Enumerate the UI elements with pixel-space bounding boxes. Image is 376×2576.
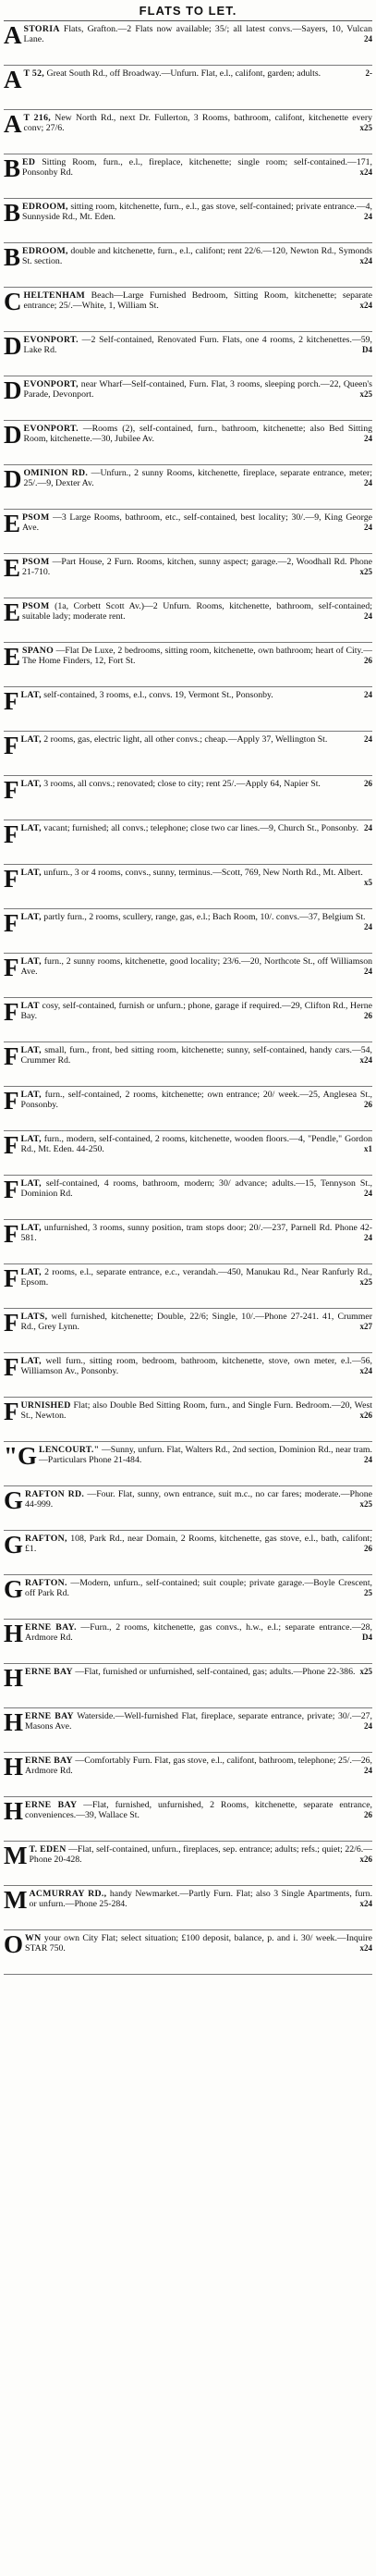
ad-keyword: RAFTON.: [25, 1578, 67, 1588]
ad-text: —Flat, furnished, unfurnished, 2 Rooms, kitchenette, separate entrance, conveniences.—39, Wallace St.: [25, 1800, 372, 1821]
ad-keyword: LAT,: [20, 1090, 42, 1100]
ad-keyword: LAT,: [20, 779, 42, 789]
ad-code: 24: [364, 434, 372, 444]
classified-ad: [4, 1042, 372, 1087]
ad-keyword: EDROOM,: [22, 246, 68, 256]
ad-keyword: URNISHED: [20, 1400, 71, 1411]
ad-keyword: ERNE BAY: [25, 1800, 78, 1810]
classified-ad: [4, 598, 372, 643]
drop-capital: F: [4, 820, 19, 848]
ad-text: —3 Large Rooms, bathroom, etc., self-contained, best locality; 30/.—9, King George Ave.: [22, 512, 372, 534]
ad-text: self-contained, 4 rooms, bathroom, modern; 30/ advance; adults.—15, Tennyson St., Dominion Rd.: [20, 1178, 372, 1200]
ad-code: 24: [364, 478, 372, 488]
classified-ad: [4, 1842, 372, 1886]
classified-ad: [4, 820, 372, 865]
ad-keyword: EVONPORT.: [23, 335, 79, 345]
classified-ad: [4, 376, 372, 421]
ad-text: Waterside.—Well-furnished Flat, fireplace, separate entrance, private; 30/.—27, Masons Ave.: [25, 1711, 372, 1732]
drop-capital: A: [4, 21, 22, 49]
ad-code: x5: [364, 878, 372, 888]
ad-text: near Wharf—Self-contained, Furn. Flat, 3 rooms, sleeping porch.—22, Queen's Parade, Devonport.: [23, 379, 372, 401]
ad-keyword: STORIA: [23, 24, 60, 34]
drop-capital: E: [4, 510, 21, 537]
ad-keyword: LAT,: [20, 1356, 42, 1366]
ad-keyword: ERNE BAY.: [25, 1622, 77, 1633]
drop-capital: B: [4, 199, 21, 227]
ad-text: 3 rooms, all convs.; renovated; close to city; rent 25/.—Apply 64, Napier St.: [43, 779, 321, 789]
ad-text: —Sunny, unfurn. Flat, Walters Rd., 2nd section, Dominion Rd., near tram.—Particulars Phone 21-484.: [39, 1445, 372, 1466]
ad-code: x25: [359, 1277, 372, 1288]
ad-code: x24: [359, 1899, 372, 1909]
classified-ad: [4, 421, 372, 465]
ad-code: 26: [364, 656, 372, 666]
ad-keyword: RAFTON RD.: [25, 1489, 85, 1499]
classified-ad: [4, 154, 372, 199]
classified-ad: [4, 1753, 372, 1797]
classified-ad: [4, 1708, 372, 1753]
drop-capital: H: [4, 1620, 24, 1647]
ad-code: 26: [364, 779, 372, 788]
classified-ad: [4, 1486, 372, 1531]
drop-capital: F: [4, 1264, 19, 1292]
drop-capital: F: [4, 1087, 19, 1115]
ad-text: —Furn., 2 rooms, kitchenette, gas convs., h.w., e.l.; separate entrance.—28, Ardmore Rd.: [25, 1622, 372, 1644]
ad-code: 26: [364, 1011, 372, 1021]
ad-text: vacant; furnished; all convs.; telephone; close two car lines.—9, Church St., Ponsonby.: [43, 823, 359, 833]
ad-text: 108, Park Rd., near Domain, 2 Rooms, kitchenette, gas stove, e.l., bath, califont; £1.: [25, 1534, 372, 1555]
ad-text: furn., 2 sunny rooms, kitchenette, good locality; 23/6.—20, Northcote St., off Williamson Ave.: [20, 956, 372, 978]
ad-code: x25: [359, 123, 372, 133]
ad-keyword: PSOM: [22, 557, 50, 567]
classified-ad: [4, 1220, 372, 1264]
drop-capital: D: [4, 376, 22, 404]
ad-text: self-contained, 3 rooms, e.l., convs. 19, Vermont St., Ponsonby.: [43, 690, 273, 700]
ad-code: x25: [359, 1667, 372, 1676]
ad-keyword: LAT,: [20, 690, 42, 700]
ad-code: 24: [364, 1721, 372, 1732]
ad-code: x25: [359, 389, 372, 400]
classified-ad: [4, 1087, 372, 1131]
drop-capital: D: [4, 332, 22, 360]
ad-text: Flat; also Double Bed Sitting Room, furn., and Single Furn. Bedroom.—20, West St., Newton.: [20, 1400, 372, 1422]
ad-keyword: T 52,: [23, 68, 45, 79]
ad-code: 2-: [365, 68, 372, 78]
ad-code: 24: [364, 34, 372, 44]
drop-capital: F: [4, 1398, 19, 1425]
ad-keyword: LAT,: [20, 823, 42, 833]
classified-ad: [4, 1176, 372, 1220]
ad-text: well furnished, kitchenette; Double, 22/6; Single, 10/.—Phone 27-241. 41, Crummer Rd., Grey Lynn.: [20, 1312, 372, 1333]
drop-capital: G: [4, 1486, 24, 1514]
ad-code: 24: [364, 212, 372, 222]
ad-text: Sitting Room, furn., e.l., fireplace, kitchenette; single room; self-contained.—171, Ponsonby Rd.: [22, 157, 372, 179]
classified-ad: [4, 1930, 372, 1975]
drop-capital: F: [4, 1309, 19, 1337]
drop-capital: F: [4, 865, 19, 893]
classified-ad: [4, 1531, 372, 1575]
classified-ad: [4, 288, 372, 332]
classified-ad: [4, 1886, 372, 1930]
ad-keyword: EVONPORT.: [23, 424, 79, 434]
ad-code: 26: [364, 1544, 372, 1554]
ad-text: partly furn., 2 rooms, scullery, range, gas, e.l.; Bach Room, 10/. convs.—37, Belgium St.: [43, 912, 366, 922]
drop-capital: D: [4, 421, 22, 449]
ad-text: sitting room, kitchenette, furn., e.l., gas stove, self-contained; private entrance.—4, Sunnyside Rd., Mt. Eden.: [22, 202, 372, 223]
drop-capital: B: [4, 154, 21, 182]
drop-capital: F: [4, 1176, 19, 1203]
classified-ad: [4, 243, 372, 288]
ad-text: —Flat De Luxe, 2 bedrooms, sitting room, kitchenette, own bathroom; heart of City.—The Home Finders, 12, Fort St.: [22, 646, 372, 667]
ad-code: x1: [364, 1144, 372, 1154]
ad-code: 26: [364, 1810, 372, 1820]
ad-keyword: LAT,: [20, 1223, 42, 1233]
ad-keyword: LAT: [20, 1001, 40, 1011]
ad-code: 24: [364, 734, 372, 744]
ad-text: —2 Self-contained, Renovated Furn. Flats, one 4 rooms, 2 kitchenettes.—59, Lake Rd.: [23, 335, 372, 356]
ad-text: Great South Rd., off Broadway.—Unfurn. Flat, e.l., califont, garden; adults.: [46, 68, 321, 79]
ad-code: D4: [362, 1633, 372, 1643]
ad-code: 24: [364, 1233, 372, 1243]
classified-ad: [4, 510, 372, 554]
ad-text: —Four. Flat, sunny, own entrance, suit m.c., no car fares; moderate.—Phone 44-999.: [25, 1489, 372, 1510]
classified-ad: [4, 1398, 372, 1442]
ad-keyword: T. EDEN: [29, 1844, 67, 1855]
ad-code: 24: [364, 967, 372, 977]
drop-capital: F: [4, 732, 19, 759]
classified-ad: [4, 1442, 372, 1486]
drop-capital: B: [4, 243, 21, 271]
ad-text: unfurn., 3 or 4 rooms, convs., sunny, terminus.—Scott, 769, New North Rd., Mt. Albert.: [43, 868, 363, 878]
classified-ad: [4, 1575, 372, 1620]
ad-keyword: ERNE BAY: [25, 1667, 73, 1677]
drop-capital: F: [4, 776, 19, 804]
drop-capital: F: [4, 1220, 19, 1248]
ad-code: x26: [359, 1411, 372, 1421]
classified-ad: [4, 199, 372, 243]
ad-keyword: SPANO: [22, 646, 54, 656]
ad-code: x24: [359, 1943, 372, 1954]
ad-text: New North Rd., next Dr. Fullerton, 3 Rooms, bathroom, califont, kitchenette every conv; 27/6.: [23, 113, 372, 134]
drop-capital: F: [4, 909, 19, 937]
classified-ad: [4, 554, 372, 598]
ad-code: 26: [364, 1100, 372, 1110]
ad-text: Flats, Grafton.—2 Flats now available; 35/; all latest convs.—Sayers, 10, Vulcan Lane.: [23, 24, 372, 45]
ad-keyword: LAT,: [20, 1134, 42, 1144]
drop-capital: H: [4, 1708, 24, 1736]
ad-text: —Modern, unfurn., self-contained; suit couple; private garage.—Boyle Crescent, off Park Rd.: [25, 1578, 372, 1599]
drop-capital: F: [4, 1131, 19, 1159]
drop-capital: O: [4, 1930, 24, 1958]
ad-text: your own City Flat; select situation; £100 deposit, balance, p. and i. 30/ week.—Inquire STAR 750.: [25, 1933, 372, 1954]
ad-text: furn., modern, self-contained, 2 rooms, kitchenette, wooden floors.—4, "Pendle," Gordon Rd., Mt. Eden. 44-250.: [20, 1134, 372, 1155]
ad-text: handy Newmarket.—Partly Furn. Flat; also 3 Single Apartments, furn. or unfurn.—Phone 25-284.: [29, 1889, 372, 1910]
ad-code: x26: [359, 1855, 372, 1865]
ad-code: 24: [364, 523, 372, 533]
ad-keyword: RAFTON,: [25, 1534, 67, 1544]
drop-capital: E: [4, 554, 21, 582]
classified-ad: [4, 1131, 372, 1176]
ad-keyword: PSOM: [22, 601, 50, 611]
ad-text: (1a, Corbett Scott Av.)—2 Unfurn. Rooms, kitchenette, bathroom, self-contained; suitable lady; moderate rent.: [22, 601, 372, 622]
ad-code: x24: [359, 167, 372, 178]
classified-ad: [4, 954, 372, 998]
ad-code: 24: [364, 1455, 372, 1465]
ad-keyword: WN: [25, 1933, 42, 1943]
drop-capital: F: [4, 954, 19, 981]
ad-code: 24: [364, 823, 372, 832]
ad-code: x25: [359, 567, 372, 577]
ad-keyword: HELTENHAM: [23, 290, 86, 301]
ad-text: Beach—Large Furnished Bedroom, Sitting Room, kitchenette; separate entrance; 25/.—White, 1, William St.: [23, 290, 372, 312]
classified-ad: [4, 110, 372, 154]
drop-capital: F: [4, 687, 19, 715]
ad-text: small, furn., front, bed sitting room, kitchenette; sunny, self-contained, handy cars.—54, Crummer Rd.: [20, 1045, 372, 1066]
classified-ad: [4, 643, 372, 687]
ad-code: D4: [362, 345, 372, 355]
drop-capital: H: [4, 1664, 24, 1692]
ad-keyword: LENCOURT.": [39, 1445, 100, 1455]
ad-text: well furn., sitting room, bedroom, bathroom, kitchenette, stove, own meter, e.l.—56, Williamson Av., Ponsonby.: [20, 1356, 372, 1377]
ad-text: —Flat, self-contained, unfurn., fireplaces, sep. entrance; adults; refs.; quiet; 22/6.—Phone 20-428.: [29, 1844, 372, 1866]
ad-keyword: ACMURRAY RD.,: [29, 1889, 107, 1899]
classified-ad: [4, 776, 372, 820]
ad-code: 24: [364, 922, 372, 932]
ad-keyword: EVONPORT,: [23, 379, 79, 389]
ad-code: 24: [364, 690, 372, 699]
ad-code: 24: [364, 1189, 372, 1199]
ad-text: cosy, self-contained, furnish or unfurn.; phone, garage if required.—29, Clifton Rd., Herne Bay.: [20, 1001, 372, 1022]
ad-keyword: LATS,: [20, 1312, 48, 1322]
ad-text: —Flat, furnished or unfurnished, self-contained, gas; adults.—Phone 22-386.: [75, 1667, 356, 1677]
classified-ad: [4, 1797, 372, 1842]
ad-code: x27: [359, 1322, 372, 1332]
ad-keyword: LAT,: [20, 868, 42, 878]
section-heading: FLATS TO LET.: [4, 2, 372, 21]
ad-keyword: LAT,: [20, 1045, 42, 1055]
drop-capital: "G: [4, 1442, 37, 1470]
drop-capital: E: [4, 643, 21, 671]
drop-capital: G: [4, 1531, 24, 1559]
classified-ad: [4, 865, 372, 909]
ad-code: 25: [364, 1588, 372, 1598]
ad-code: 24: [364, 611, 372, 622]
ad-text: furn., self-contained, 2 rooms, kitchenette; own entrance; 20/ week.—25, Anglesea St., Ponsonby.: [20, 1090, 372, 1111]
ad-code: x24: [359, 301, 372, 311]
classified-ad: [4, 465, 372, 510]
ad-code: x25: [359, 1499, 372, 1510]
ad-text: —Comfortably Furn. Flat, gas stove, e.l., califont, bathroom, telephone; 25/.—26, Ardmore Rd.: [25, 1756, 372, 1777]
ad-keyword: LAT,: [20, 912, 42, 922]
ad-text: double and kitchenette, furn., e.l., califont; rent 22/6.—120, Newton Rd., Symonds St. section.: [22, 246, 372, 267]
classified-ad: [4, 1309, 372, 1353]
ad-keyword: T 216,: [23, 113, 52, 123]
drop-capital: M: [4, 1842, 28, 1869]
drop-capital: F: [4, 1353, 19, 1381]
ad-text: 2 rooms, gas, electric light, all other convs.; cheap.—Apply 37, Wellington St.: [43, 734, 328, 745]
drop-capital: M: [4, 1886, 28, 1914]
ad-keyword: ERNE BAY: [25, 1711, 74, 1721]
ad-keyword: PSOM: [22, 512, 50, 523]
ad-keyword: LAT,: [20, 734, 42, 745]
drop-capital: H: [4, 1753, 24, 1781]
ads-column: [4, 21, 372, 1975]
ad-code: x24: [359, 1366, 372, 1376]
classified-ad: [4, 998, 372, 1042]
classified-ad: [4, 1353, 372, 1398]
ad-text: unfurnished, 3 rooms, sunny position, tram stops door; 20/.—237, Parnell Rd. Phone 42-581.: [20, 1223, 372, 1244]
classified-ad: [4, 1620, 372, 1664]
ad-text: —Part House, 2 Furn. Rooms, kitchen, sunny aspect; garage.—2, Woodhall Rd. Phone 21-710.: [22, 557, 372, 578]
classified-ad: [4, 1664, 372, 1708]
classified-ad: [4, 687, 372, 732]
ad-text: —Unfurn., 2 sunny Rooms, kitchenette, fireplace, separate entrance, meter; 25/.—9, Dexter Av.: [23, 468, 372, 489]
ad-code: 24: [364, 1766, 372, 1776]
ad-keyword: LAT,: [20, 956, 42, 967]
drop-capital: G: [4, 1575, 24, 1603]
classified-ad: [4, 21, 372, 66]
ad-keyword: ERNE BAY: [25, 1756, 73, 1766]
ad-keyword: EDROOM,: [22, 202, 68, 212]
drop-capital: D: [4, 465, 22, 493]
ad-keyword: OMINION RD.: [23, 468, 89, 478]
drop-capital: A: [4, 110, 22, 138]
drop-capital: E: [4, 598, 21, 626]
ad-keyword: LAT,: [20, 1267, 42, 1277]
ad-keyword: ED: [22, 157, 36, 167]
classified-ad: [4, 1264, 372, 1309]
ad-keyword: LAT,: [20, 1178, 42, 1189]
classified-ad: [4, 66, 372, 110]
classified-ad: [4, 732, 372, 776]
drop-capital: F: [4, 998, 19, 1026]
drop-capital: A: [4, 66, 22, 93]
ad-text: —Rooms (2), self-contained, furn., bathroom, kitchenette; also Bed Sitting Room, kitchenette.—30, Jubilee Av.: [23, 424, 372, 445]
classified-ad: [4, 909, 372, 954]
drop-capital: H: [4, 1797, 24, 1825]
drop-capital: F: [4, 1042, 19, 1070]
ad-text: 2 rooms, e.l., separate entrance, e.c., verandah.—450, Manukau Rd., Near Ranfurly Rd., Epsom.: [20, 1267, 372, 1288]
ad-code: x24: [359, 1055, 372, 1066]
ad-code: x24: [359, 256, 372, 266]
drop-capital: C: [4, 288, 22, 315]
classified-ad: [4, 332, 372, 376]
